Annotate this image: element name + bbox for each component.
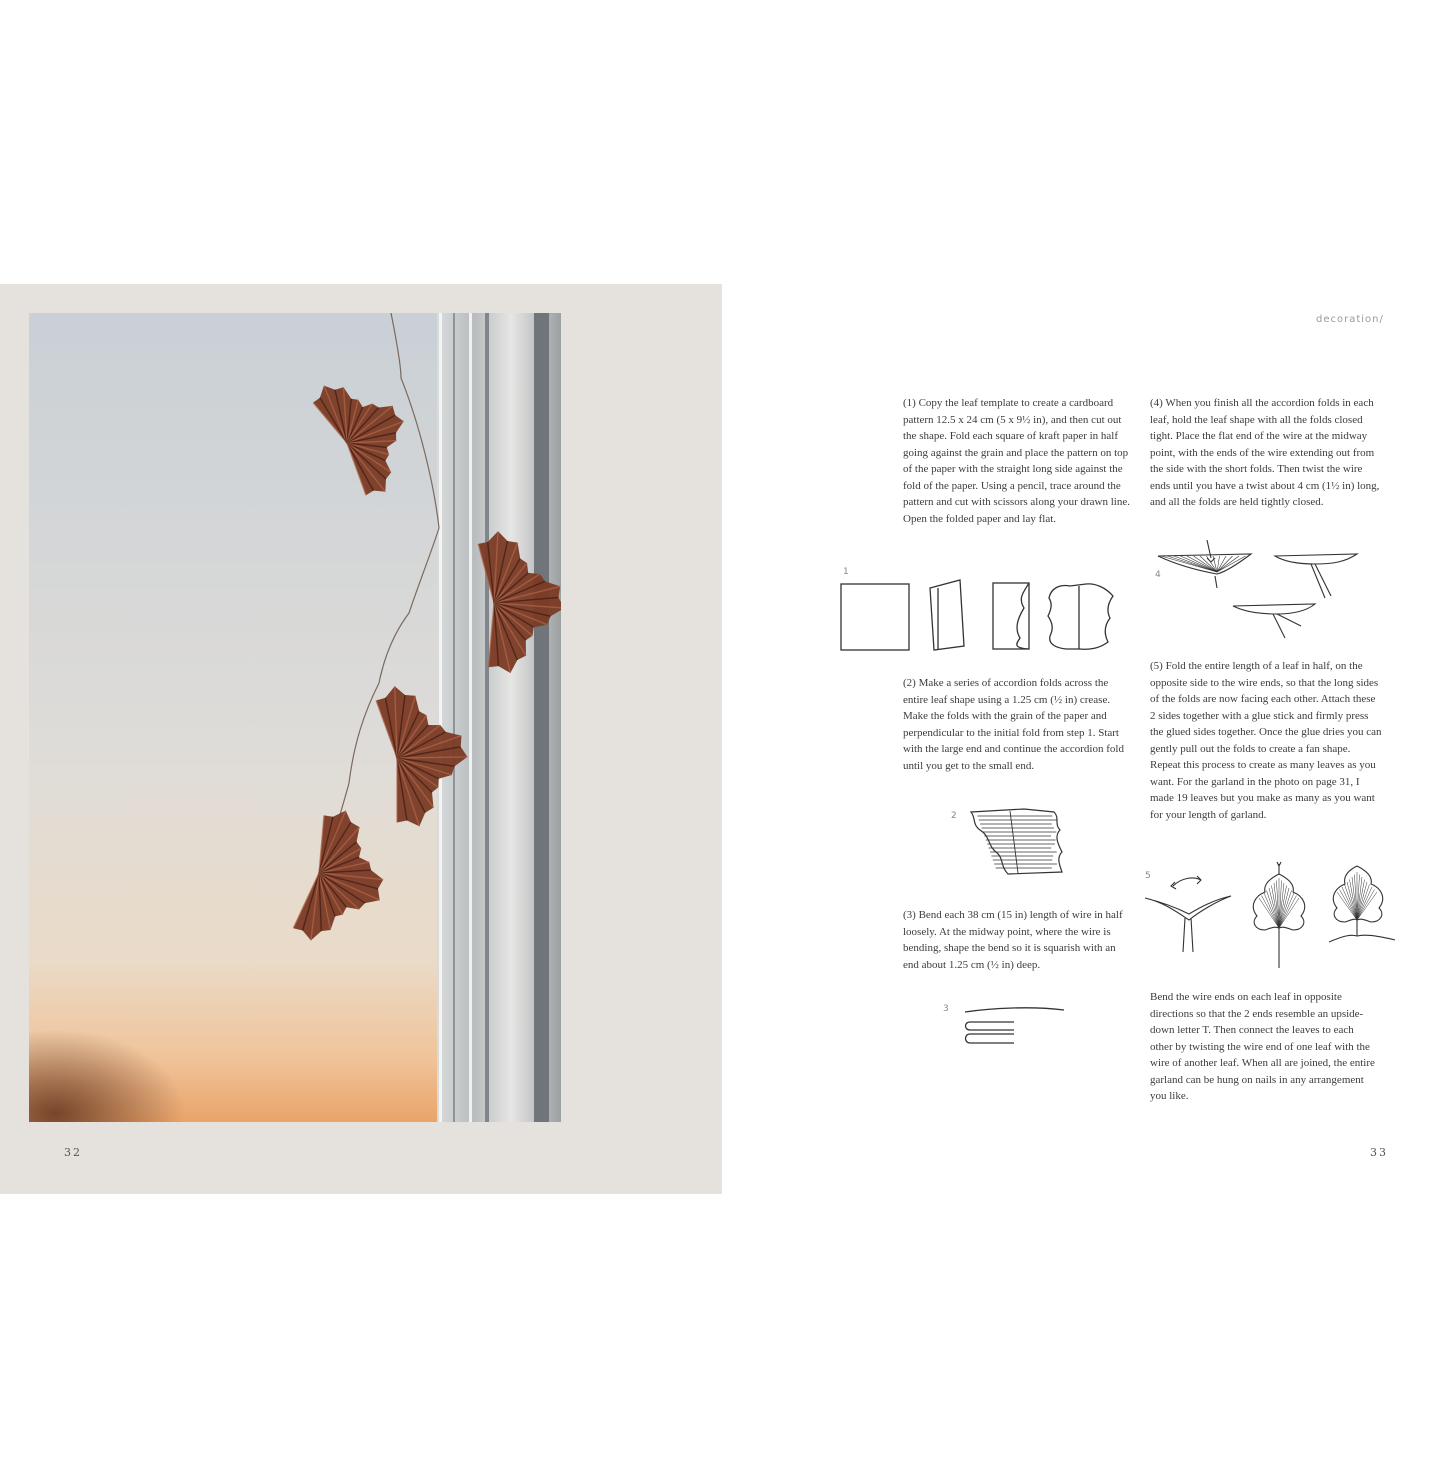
running-head: decoration/ (1316, 314, 1384, 325)
step-4-text: (4) When you finish all the accordion folds in each leaf, hold the leaf shape with all the folds closed tight. Place the flat end of the wire at the midway point, with the ends of the wire extending out from the side with the short folds. Then twist the wire ends until you have a twist about 4 cm (1½ in) long, and all the folds are held tightly closed. (1150, 397, 1380, 508)
step-3-text: (3) Bend each 38 cm (15 in) length of wire in half loosely. At the midway point, where the wire is bending, shape the bend so it is squarish with an end about 1.25 cm (½ in) deep. (903, 909, 1123, 971)
diagram-number-1: 1 (843, 567, 849, 577)
step-5-text: (5) Fold the entire length of a leaf in half, on the opposite side to the wire ends, so that the long sides of the folds are now facing each other. Attach these 2 sides together with a glue stick and firmly press the glued sides together. Once the glue dries you can gently pull out the folds to create a fan shape. Repeat this process to create as many leaves as you want. For the garland in the photo on page 31, I made 19 leaves but you make as many as you want for your length of garland. (1150, 660, 1382, 821)
step-6-text: Bend the wire ends on each leaf in opposite directions so that the 2 ends resemble an upside-down letter T. Then connect the leaves to each other by twisting the wire end of one leaf with the wire of another leaf. When all are joined, the entire garland can be hung on nails in any arrangement you like. (1150, 991, 1375, 1102)
diagram-number-5: 5 (1145, 871, 1151, 881)
diagram-3-wire-bend (962, 1002, 1072, 1050)
page-number-left: 32 (64, 1146, 82, 1159)
garland-photo (29, 313, 561, 1122)
diagram-number-3: 3 (943, 1004, 949, 1014)
diagram-2-accordion-folds (968, 806, 1068, 878)
diagram-1-cut-template (838, 578, 1118, 656)
step-1-text: (1) Copy the leaf template to create a cardboard pattern 12.5 x 24 cm (5 x 9½ in), and then cut out the shape. Fold each square of kraft paper in half going against the grain and place the pattern on top of the paper with the straight long side against the fold of the paper. Using a pencil, trace around the pattern and cut with scissors along your drawn line. Open the folded paper and lay flat. (903, 397, 1130, 525)
diagram-4-wire-twist (1155, 536, 1365, 646)
diagram-number-2: 2 (951, 811, 957, 821)
diagram-number-4: 4 (1155, 570, 1161, 580)
page-number-right: 33 (1370, 1146, 1388, 1159)
diagram-5-fan-shape (1143, 856, 1398, 972)
step-2-text: (2) Make a series of accordion folds across the entire leaf shape using a 1.25 cm (½ in) crease. Make the folds with the grain of the paper and perpendicular to the initial fold from step 1. Start with the large end and continue the accordion fold until you get to the small end. (903, 677, 1124, 772)
